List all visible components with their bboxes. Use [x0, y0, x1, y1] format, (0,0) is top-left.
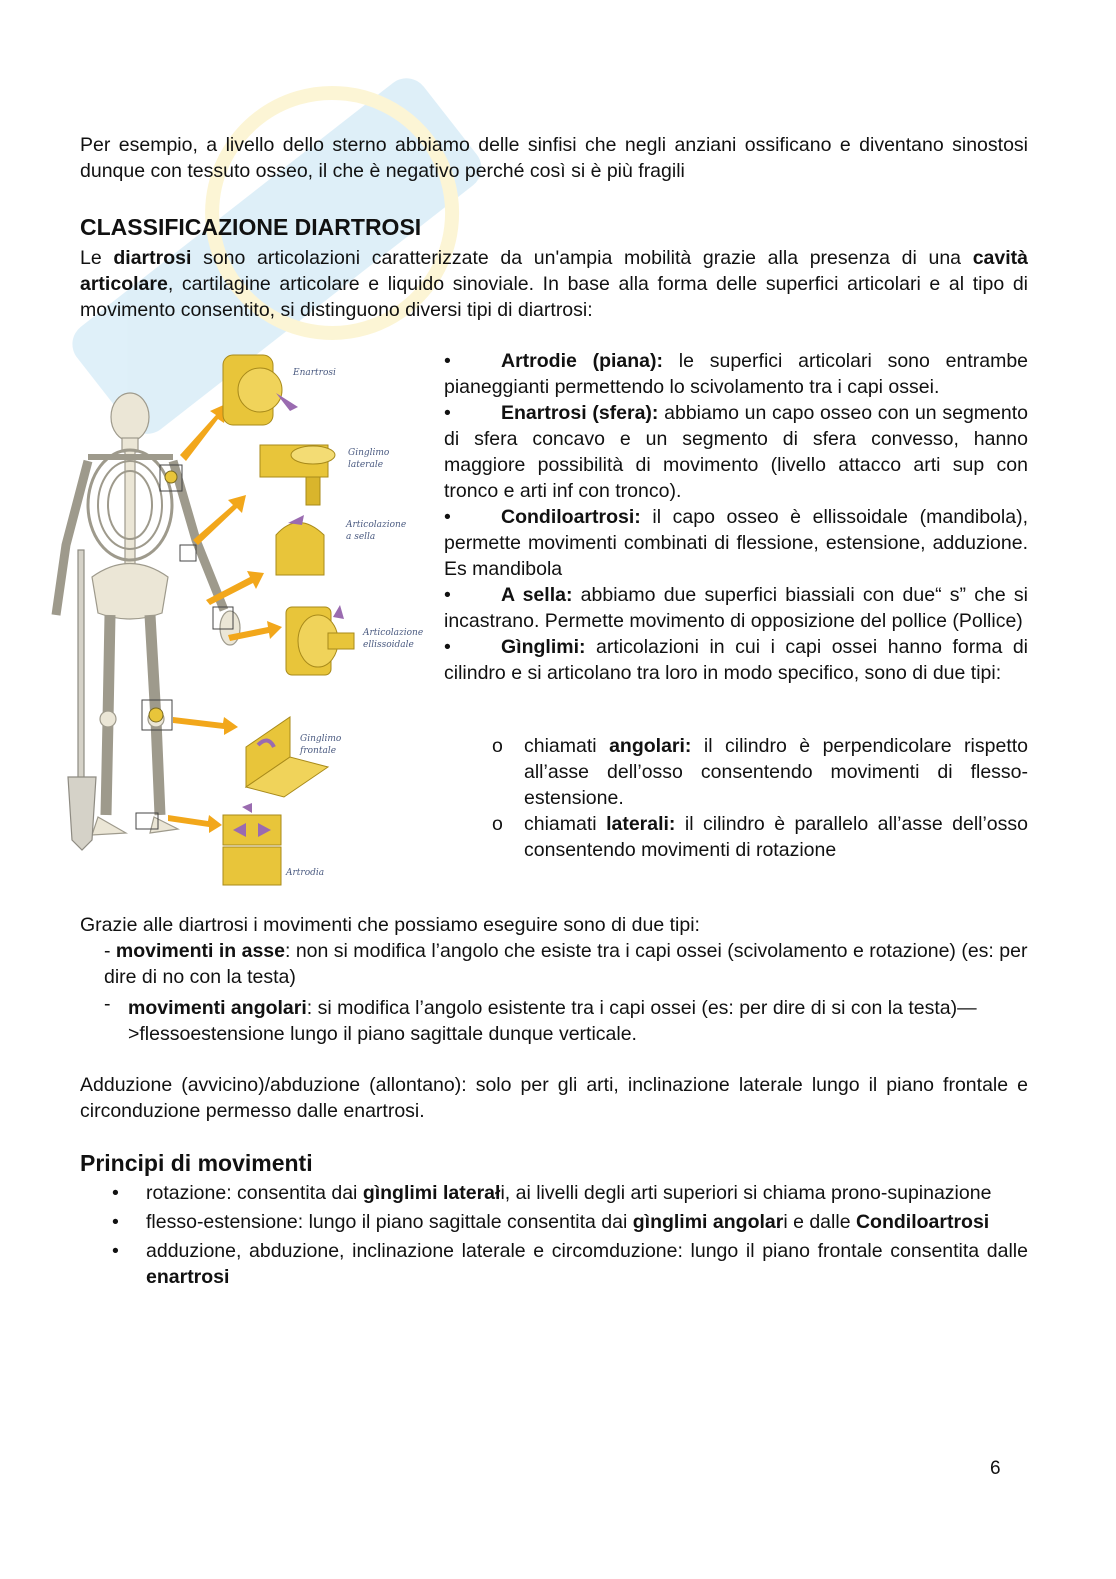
- section-title-principi: Principi di movimenti: [80, 1150, 313, 1176]
- label-sella-2: a sella: [346, 532, 376, 542]
- list-item: • A sella: abbiamo due superfici biassiali con due“ s” che si incastrano. Permette movimento di opposizione del pollice (Pollice): [444, 584, 1028, 632]
- movement-angular: - movimenti angolari: si modifica l’angolo esistente tra i capi ossei (es: per dire di si con la testa)—>flessoestensione lungo il piano sagittale dunque verticale.: [104, 993, 977, 1045]
- ginglimi-subtypes-list: [488, 733, 1028, 863]
- label-ginglimo-laterale-2: laterale: [348, 460, 384, 470]
- enartrosi-icon: [223, 355, 298, 425]
- list-item: • Condiloartrosi: il capo osseo è ellissoidale (mandibola), permette movimenti combinati di flessione, estensione, adduzione. Es mandibola: [444, 506, 1028, 580]
- label-ginglimo-laterale-1: Ginglimo: [348, 448, 390, 458]
- label-sella-1: Articolazione: [346, 520, 407, 530]
- artrodia-icon: [223, 803, 281, 885]
- intro-paragraph: Per esempio, a livello dello sterno abbiamo delle sinfisi che negli anziani ossificano e diventano sinostosi dunque con tessuto osseo, il che è negativo perché così si è più fragili: [80, 134, 1028, 182]
- label-ginglimo-frontale-1: Ginglimo: [300, 734, 342, 744]
- shovel-illustration: [68, 550, 96, 850]
- sella-icon: [276, 515, 324, 575]
- joint-types-list: [444, 348, 1028, 686]
- label-ginglimo-frontale-2: frontale: [300, 746, 337, 756]
- principles-list: [112, 1180, 1028, 1293]
- list-item: • flesso-estensione: lungo il piano sagittale consentita dai gìnglimi angolari e dalle Condiloartrosi: [112, 1211, 990, 1233]
- ginglimo-laterale-icon: [260, 445, 335, 505]
- label-ellissoidale-2: ellissoidale: [363, 640, 414, 650]
- adduzione-paragraph: Adduzione (avvicino)/abduzione (allontano): solo per gli arti, inclinazione laterale lungo il piano frontale e circonduzione permesso dalle enartrosi.: [80, 1074, 1028, 1122]
- ellissoidale-icon: [286, 605, 354, 675]
- ginglimo-frontale-icon: [246, 717, 328, 797]
- sub-list-item: o chiamati laterali: il cilindro è parallelo all’asse dell’osso consentendo movimenti di rotazione: [492, 813, 1028, 861]
- list-item: • Artrodie (piana): le superfici articolari sono entrambe pianeggianti permettendo lo scivolamento tra i capi ossei.: [444, 350, 1029, 398]
- sub-list-item: o chiamati angolari: il cilindro è perpendicolare rispetto all’asse dell’osso consentendo movimenti di flesso-estensione.: [492, 735, 1028, 809]
- label-enartrosi: Enartrosi: [293, 368, 336, 378]
- list-item: • rotazione: consentita dai gìnglimi laterałi, ai livelli degli arti superiori si chiama prono-supinazione: [112, 1182, 992, 1204]
- movements-intro: Grazie alle diartrosi i movimenti che possiamo eseguire sono di due tipi:: [80, 914, 700, 936]
- movement-in-axis: - movimenti in asse: non si modifica l’angolo che esiste tra i capi ossei (scivolamento e rotazione) (es: per dire di no con la testa): [104, 940, 1028, 988]
- list-item: • Gìnglimi: articolazioni in cui i capi ossei hanno forma di cilindro e si articolano tra loro in modo specifico, sono di due tipi:: [444, 636, 1028, 684]
- label-artrodia: Artrodia: [286, 868, 325, 878]
- diartrosi-definition: Le diartrosi sono articolazioni caratterizzate da un'ampia mobilità grazie alla presenza di una cavità articolare, cartilagine articolare e liquido sinoviale. In base alla forma delle superfici articolari e al tipo di movimento consentito, si distinguono diversi tipi di diartrosi:: [80, 247, 1028, 321]
- page-number: 6: [990, 1458, 1001, 1479]
- joint-types-figure: [28, 345, 428, 890]
- label-ellissoidale-1: Articolazione: [363, 628, 424, 638]
- section-title-diartrosi: CLASSIFICAZIONE DIARTROSI: [80, 214, 422, 240]
- list-item: • Enartrosi (sfera): abbiamo un capo osseo con un segmento di sfera concavo e un segmento di sfera convesso, hanno maggiore possibilità di movimento (livello attacco arti sup con tronco e arti inf con tronco).: [444, 402, 1028, 502]
- list-item: • adduzione, abduzione, inclinazione laterale e circomduzione: lungo il piano frontale consentita dalle enartrosi: [112, 1240, 1028, 1288]
